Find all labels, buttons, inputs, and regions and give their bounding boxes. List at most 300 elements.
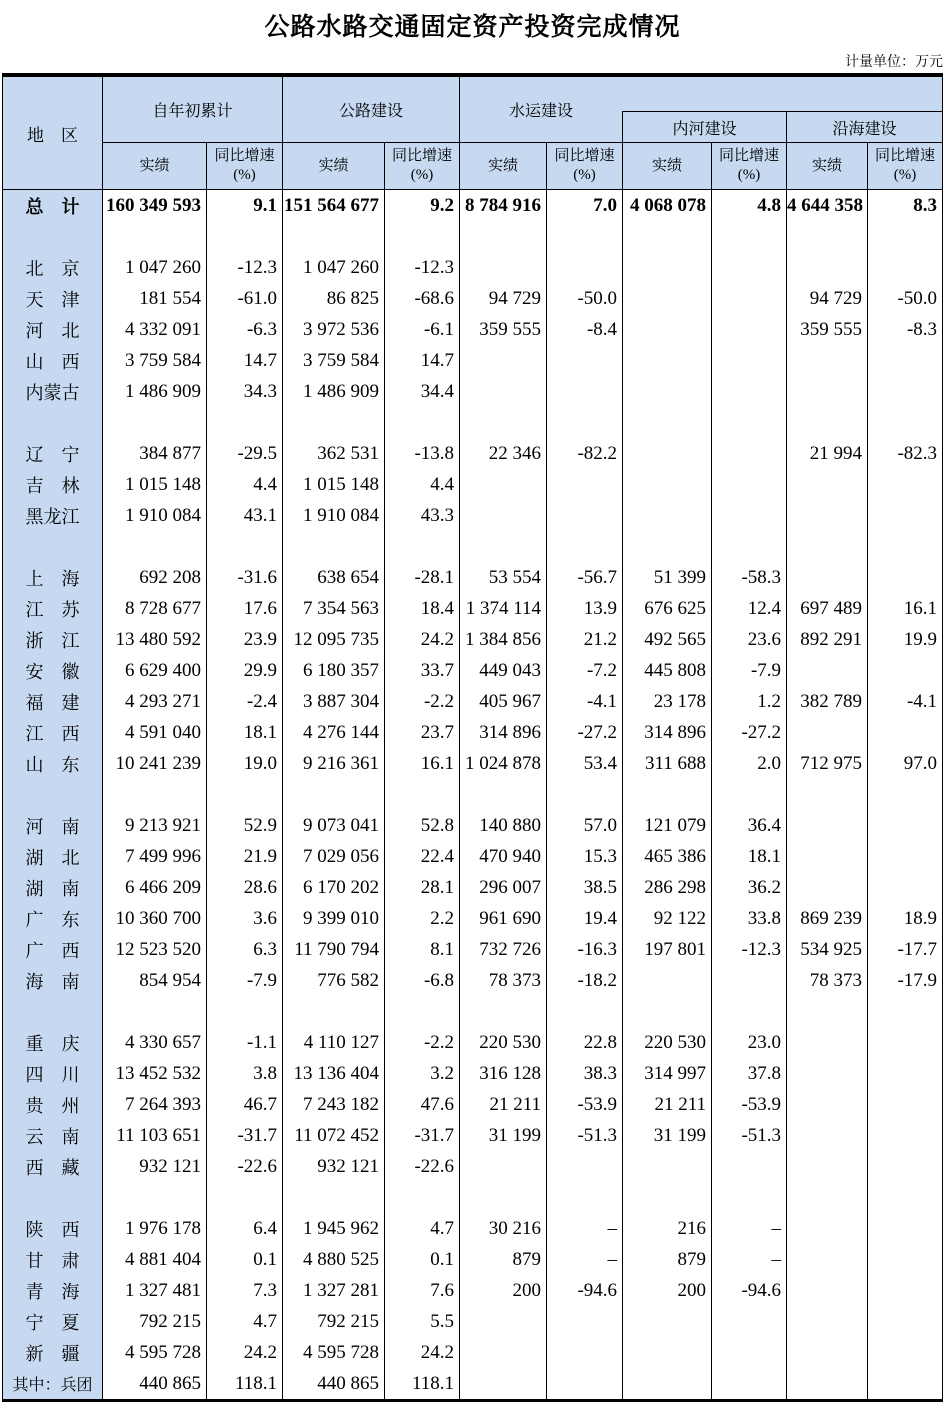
- value-cell: [460, 1337, 547, 1368]
- table-row: [3, 1337, 943, 1368]
- region-cell: 湖 北: [3, 841, 103, 872]
- value-cell: 384 877: [103, 438, 207, 469]
- value-cell: -82.2: [547, 438, 623, 469]
- value-cell: [712, 531, 787, 562]
- value-cell: [385, 1182, 460, 1213]
- value-cell: 9.2: [385, 190, 460, 222]
- value-cell: [712, 376, 787, 407]
- value-cell: 382 789: [787, 686, 868, 717]
- value-cell: [787, 1182, 868, 1213]
- value-cell: 492 565: [623, 624, 712, 655]
- value-cell: 9 213 921: [103, 810, 207, 841]
- value-cell: [207, 1182, 283, 1213]
- table-row: [3, 810, 943, 841]
- region-cell: 四 川: [3, 1058, 103, 1089]
- growth-unit-label: (%): [573, 167, 596, 183]
- value-cell: 16.1: [868, 593, 943, 624]
- value-cell: 2.0: [712, 748, 787, 779]
- value-cell: 3.8: [207, 1058, 283, 1089]
- value-cell: [460, 500, 547, 531]
- value-cell: 1 327 281: [283, 1275, 385, 1306]
- value-cell: 97.0: [868, 748, 943, 779]
- value-cell: [787, 1306, 868, 1337]
- value-cell: [207, 779, 283, 810]
- table-row: [3, 841, 943, 872]
- value-cell: 4.4: [207, 469, 283, 500]
- value-cell: 311 688: [623, 748, 712, 779]
- value-cell: -12.3: [712, 934, 787, 965]
- region-cell: 新 疆: [3, 1337, 103, 1368]
- value-cell: 23.6: [712, 624, 787, 655]
- value-cell: [712, 469, 787, 500]
- value-cell: [712, 1368, 787, 1401]
- value-cell: 638 654: [283, 562, 385, 593]
- value-cell: 4 595 728: [103, 1337, 207, 1368]
- value-cell: 197 801: [623, 934, 712, 965]
- region-cell: [3, 407, 103, 438]
- value-cell: 4 595 728: [283, 1337, 385, 1368]
- table-row: [3, 593, 943, 624]
- value-cell: [787, 407, 868, 438]
- value-cell: 792 215: [103, 1306, 207, 1337]
- value-cell: [868, 252, 943, 283]
- group-header-cumulative: 自年初累计: [103, 75, 283, 143]
- value-cell: [623, 407, 712, 438]
- value-cell: -13.8: [385, 438, 460, 469]
- value-cell: 869 239: [787, 903, 868, 934]
- value-cell: 0.1: [385, 1244, 460, 1275]
- value-cell: 296 007: [460, 872, 547, 903]
- value-cell: 4.8: [712, 190, 787, 222]
- spacer-row: [3, 531, 943, 562]
- value-cell: 1 024 878: [460, 748, 547, 779]
- value-cell: 24.2: [385, 1337, 460, 1368]
- value-cell: [547, 1368, 623, 1401]
- value-cell: [207, 221, 283, 252]
- value-cell: 21 211: [460, 1089, 547, 1120]
- value-cell: -51.3: [547, 1120, 623, 1151]
- value-cell: 78 373: [787, 965, 868, 996]
- table-row: [3, 686, 943, 717]
- table-row: [3, 1089, 943, 1120]
- value-cell: 534 925: [787, 934, 868, 965]
- value-cell: [623, 314, 712, 345]
- table-row: [3, 190, 943, 222]
- value-cell: -17.7: [868, 934, 943, 965]
- value-cell: [547, 531, 623, 562]
- region-cell: 黑龙江: [3, 500, 103, 531]
- value-cell: 8.1: [385, 934, 460, 965]
- region-cell: 江 西: [3, 717, 103, 748]
- value-cell: 7 354 563: [283, 593, 385, 624]
- value-cell: -8.3: [868, 314, 943, 345]
- region-cell: 甘 肃: [3, 1244, 103, 1275]
- value-cell: 3.6: [207, 903, 283, 934]
- value-cell: 732 726: [460, 934, 547, 965]
- unit-note: 计量单位：万元: [845, 55, 943, 70]
- value-cell: 4.7: [207, 1306, 283, 1337]
- value-cell: 4 068 078: [623, 190, 712, 222]
- value-cell: -82.3: [868, 438, 943, 469]
- spacer-row: [3, 1182, 943, 1213]
- value-cell: [712, 252, 787, 283]
- region-cell: 贵 州: [3, 1089, 103, 1120]
- region-cell: 总 计: [3, 190, 103, 222]
- growth-unit-label: (%): [737, 167, 761, 183]
- value-cell: [787, 1089, 868, 1120]
- value-cell: 24.2: [385, 624, 460, 655]
- value-cell: 1 015 148: [283, 469, 385, 500]
- value-cell: -7.9: [207, 965, 283, 996]
- value-cell: [547, 1151, 623, 1182]
- spacer-row: [3, 407, 943, 438]
- value-cell: [787, 996, 868, 1027]
- table-row: [3, 283, 943, 314]
- value-cell: 6 629 400: [103, 655, 207, 686]
- value-cell: [712, 314, 787, 345]
- value-cell: [623, 996, 712, 1027]
- value-cell: 18.9: [868, 903, 943, 934]
- value-cell: [623, 283, 712, 314]
- value-cell: 21.9: [207, 841, 283, 872]
- value-cell: [547, 779, 623, 810]
- value-cell: 19.4: [547, 903, 623, 934]
- value-cell: [623, 1151, 712, 1182]
- value-cell: [868, 1337, 943, 1368]
- region-cell: 青 海: [3, 1275, 103, 1306]
- value-cell: [787, 1027, 868, 1058]
- value-cell: -2.4: [207, 686, 283, 717]
- value-cell: 3.2: [385, 1058, 460, 1089]
- value-cell: 6 466 209: [103, 872, 207, 903]
- table-row: [3, 1058, 943, 1089]
- spacer-row: [3, 996, 943, 1027]
- value-cell: [547, 376, 623, 407]
- value-cell: 13.9: [547, 593, 623, 624]
- table-row: [3, 314, 943, 345]
- value-cell: 1 910 084: [283, 500, 385, 531]
- table-row: [3, 1244, 943, 1275]
- spacer-row: [3, 779, 943, 810]
- value-cell: 13 480 592: [103, 624, 207, 655]
- value-cell: [868, 562, 943, 593]
- table-header: [3, 75, 943, 190]
- value-cell: [787, 655, 868, 686]
- value-cell: -27.2: [712, 717, 787, 748]
- value-cell: -61.0: [207, 283, 283, 314]
- value-cell: 216: [623, 1213, 712, 1244]
- col-header-growth: [868, 143, 943, 190]
- value-cell: [868, 500, 943, 531]
- value-cell: [787, 469, 868, 500]
- value-cell: 2.2: [385, 903, 460, 934]
- value-cell: 121 079: [623, 810, 712, 841]
- value-cell: [787, 345, 868, 376]
- value-cell: [623, 965, 712, 996]
- value-cell: [868, 1244, 943, 1275]
- value-cell: 445 808: [623, 655, 712, 686]
- value-cell: 36.2: [712, 872, 787, 903]
- value-cell: [787, 841, 868, 872]
- value-cell: [868, 810, 943, 841]
- value-cell: 19.0: [207, 748, 283, 779]
- region-cell: 福 建: [3, 686, 103, 717]
- value-cell: 200: [623, 1275, 712, 1306]
- region-cell: [3, 531, 103, 562]
- value-cell: [712, 1151, 787, 1182]
- value-cell: 23 178: [623, 686, 712, 717]
- value-cell: [787, 1368, 868, 1401]
- value-cell: 31 199: [460, 1120, 547, 1151]
- value-cell: [547, 345, 623, 376]
- value-cell: 18.1: [207, 717, 283, 748]
- value-cell: [712, 283, 787, 314]
- value-cell: 1.2: [712, 686, 787, 717]
- value-cell: 9.1: [207, 190, 283, 222]
- value-cell: [787, 779, 868, 810]
- value-cell: [460, 996, 547, 1027]
- value-cell: 18.1: [712, 841, 787, 872]
- value-cell: [460, 407, 547, 438]
- value-cell: [460, 1368, 547, 1401]
- value-cell: 17.6: [207, 593, 283, 624]
- value-cell: [460, 1182, 547, 1213]
- table-row: [3, 1027, 943, 1058]
- value-cell: 16.1: [385, 748, 460, 779]
- value-cell: [712, 407, 787, 438]
- value-cell: 23.0: [712, 1027, 787, 1058]
- value-cell: 314 997: [623, 1058, 712, 1089]
- value-cell: 9 073 041: [283, 810, 385, 841]
- value-cell: [787, 1337, 868, 1368]
- value-cell: 21.2: [547, 624, 623, 655]
- region-cell: 吉 林: [3, 469, 103, 500]
- value-cell: 181 554: [103, 283, 207, 314]
- value-cell: 405 967: [460, 686, 547, 717]
- value-cell: [207, 407, 283, 438]
- value-cell: 1 015 148: [103, 469, 207, 500]
- value-cell: 24.2: [207, 1337, 283, 1368]
- value-cell: 4 644 358: [787, 190, 868, 222]
- value-cell: 440 865: [103, 1368, 207, 1401]
- value-cell: -31.7: [207, 1120, 283, 1151]
- value-cell: -7.9: [712, 655, 787, 686]
- col-header-growth: [712, 143, 787, 190]
- value-cell: 6 180 357: [283, 655, 385, 686]
- value-cell: 151 564 677: [283, 190, 385, 222]
- region-cell: 江 苏: [3, 593, 103, 624]
- value-cell: 21 211: [623, 1089, 712, 1120]
- growth-label: 同比增速: [554, 148, 615, 165]
- value-cell: 33.7: [385, 655, 460, 686]
- value-cell: 7.3: [207, 1275, 283, 1306]
- value-cell: 7 243 182: [283, 1089, 385, 1120]
- value-cell: 37.8: [712, 1058, 787, 1089]
- table-row: [3, 562, 943, 593]
- col-header-actual: 实绩: [103, 143, 207, 190]
- value-cell: [385, 531, 460, 562]
- growth-label: 同比增速: [875, 148, 936, 165]
- value-cell: 4 276 144: [283, 717, 385, 748]
- value-cell: 118.1: [385, 1368, 460, 1401]
- value-cell: [623, 345, 712, 376]
- value-cell: 53.4: [547, 748, 623, 779]
- value-cell: [787, 717, 868, 748]
- value-cell: 4.7: [385, 1213, 460, 1244]
- value-cell: 4.4: [385, 469, 460, 500]
- value-cell: [623, 1182, 712, 1213]
- value-cell: [547, 996, 623, 1027]
- table-row: [3, 438, 943, 469]
- value-cell: 21 994: [787, 438, 868, 469]
- value-cell: [103, 996, 207, 1027]
- value-cell: -16.3: [547, 934, 623, 965]
- group-header-coastal: 沿海建设: [787, 112, 943, 143]
- value-cell: [547, 407, 623, 438]
- value-cell: 94 729: [460, 283, 547, 314]
- value-cell: [868, 1182, 943, 1213]
- value-cell: 314 896: [460, 717, 547, 748]
- value-cell: [868, 1089, 943, 1120]
- value-cell: -94.6: [712, 1275, 787, 1306]
- value-cell: 1 976 178: [103, 1213, 207, 1244]
- growth-unit-label: (%): [893, 167, 917, 183]
- value-cell: 6.3: [207, 934, 283, 965]
- value-cell: -22.6: [207, 1151, 283, 1182]
- value-cell: [623, 1337, 712, 1368]
- value-cell: 465 386: [623, 841, 712, 872]
- value-cell: –: [712, 1244, 787, 1275]
- value-cell: 1 486 909: [103, 376, 207, 407]
- value-cell: [623, 531, 712, 562]
- value-cell: 52.9: [207, 810, 283, 841]
- table-row: [3, 655, 943, 686]
- value-cell: 14.7: [385, 345, 460, 376]
- region-cell: 西 藏: [3, 1151, 103, 1182]
- value-cell: 34.4: [385, 376, 460, 407]
- value-cell: [868, 1027, 943, 1058]
- value-cell: 314 896: [623, 717, 712, 748]
- value-cell: 4 881 404: [103, 1244, 207, 1275]
- value-cell: 359 555: [787, 314, 868, 345]
- value-cell: 43.3: [385, 500, 460, 531]
- value-cell: -12.3: [207, 252, 283, 283]
- value-cell: 4 880 525: [283, 1244, 385, 1275]
- value-cell: [547, 221, 623, 252]
- value-cell: 3 759 584: [103, 345, 207, 376]
- value-cell: 359 555: [460, 314, 547, 345]
- value-cell: 7.6: [385, 1275, 460, 1306]
- value-cell: [623, 500, 712, 531]
- value-cell: 18.4: [385, 593, 460, 624]
- value-cell: [868, 1120, 943, 1151]
- value-cell: [868, 1368, 943, 1401]
- header-row-groups: [3, 75, 943, 112]
- value-cell: 28.6: [207, 872, 283, 903]
- value-cell: 7 029 056: [283, 841, 385, 872]
- region-cell: 湖 南: [3, 872, 103, 903]
- value-cell: 6.4: [207, 1213, 283, 1244]
- value-cell: [787, 1058, 868, 1089]
- value-cell: 4 591 040: [103, 717, 207, 748]
- region-cell: 广 东: [3, 903, 103, 934]
- region-cell: 安 徽: [3, 655, 103, 686]
- value-cell: 19.9: [868, 624, 943, 655]
- value-cell: [787, 376, 868, 407]
- value-cell: 43.1: [207, 500, 283, 531]
- value-cell: [868, 655, 943, 686]
- region-cell: [3, 996, 103, 1027]
- value-cell: -2.2: [385, 1027, 460, 1058]
- value-cell: -22.6: [385, 1151, 460, 1182]
- value-cell: [787, 810, 868, 841]
- investment-table: [2, 73, 943, 1402]
- value-cell: [712, 779, 787, 810]
- col-header-growth: [547, 143, 623, 190]
- header-row-measures: [3, 143, 943, 190]
- value-cell: -7.2: [547, 655, 623, 686]
- table-row: [3, 1213, 943, 1244]
- value-cell: -4.1: [547, 686, 623, 717]
- value-cell: –: [547, 1213, 623, 1244]
- value-cell: [787, 562, 868, 593]
- value-cell: 854 954: [103, 965, 207, 996]
- value-cell: 23.7: [385, 717, 460, 748]
- table-row: [3, 624, 943, 655]
- value-cell: [712, 1306, 787, 1337]
- value-cell: [787, 1151, 868, 1182]
- value-cell: –: [547, 1244, 623, 1275]
- value-cell: 792 215: [283, 1306, 385, 1337]
- table-row: [3, 345, 943, 376]
- value-cell: [460, 1306, 547, 1337]
- value-cell: [712, 1182, 787, 1213]
- value-cell: 3 887 304: [283, 686, 385, 717]
- value-cell: 10 360 700: [103, 903, 207, 934]
- value-cell: -50.0: [547, 283, 623, 314]
- value-cell: 932 121: [283, 1151, 385, 1182]
- value-cell: 1 945 962: [283, 1213, 385, 1244]
- growth-label: 同比增速: [719, 148, 780, 165]
- value-cell: [103, 1182, 207, 1213]
- value-cell: -4.1: [868, 686, 943, 717]
- value-cell: 10 241 239: [103, 748, 207, 779]
- value-cell: -17.9: [868, 965, 943, 996]
- value-cell: 4 330 657: [103, 1027, 207, 1058]
- table-row: [3, 1151, 943, 1182]
- value-cell: [623, 1368, 712, 1401]
- table-row: [3, 469, 943, 500]
- value-cell: [283, 531, 385, 562]
- value-cell: 94 729: [787, 283, 868, 314]
- value-cell: [868, 221, 943, 252]
- value-cell: 1 384 856: [460, 624, 547, 655]
- value-cell: [460, 469, 547, 500]
- region-cell: 北 京: [3, 252, 103, 283]
- value-cell: [283, 407, 385, 438]
- value-cell: 879: [623, 1244, 712, 1275]
- value-cell: -8.4: [547, 314, 623, 345]
- value-cell: [623, 438, 712, 469]
- value-cell: 1 327 481: [103, 1275, 207, 1306]
- value-cell: [868, 717, 943, 748]
- col-header-actual: 实绩: [460, 143, 547, 190]
- table-row: [3, 934, 943, 965]
- value-cell: 34.3: [207, 376, 283, 407]
- value-cell: [712, 965, 787, 996]
- value-cell: -53.9: [547, 1089, 623, 1120]
- table-row: [3, 903, 943, 934]
